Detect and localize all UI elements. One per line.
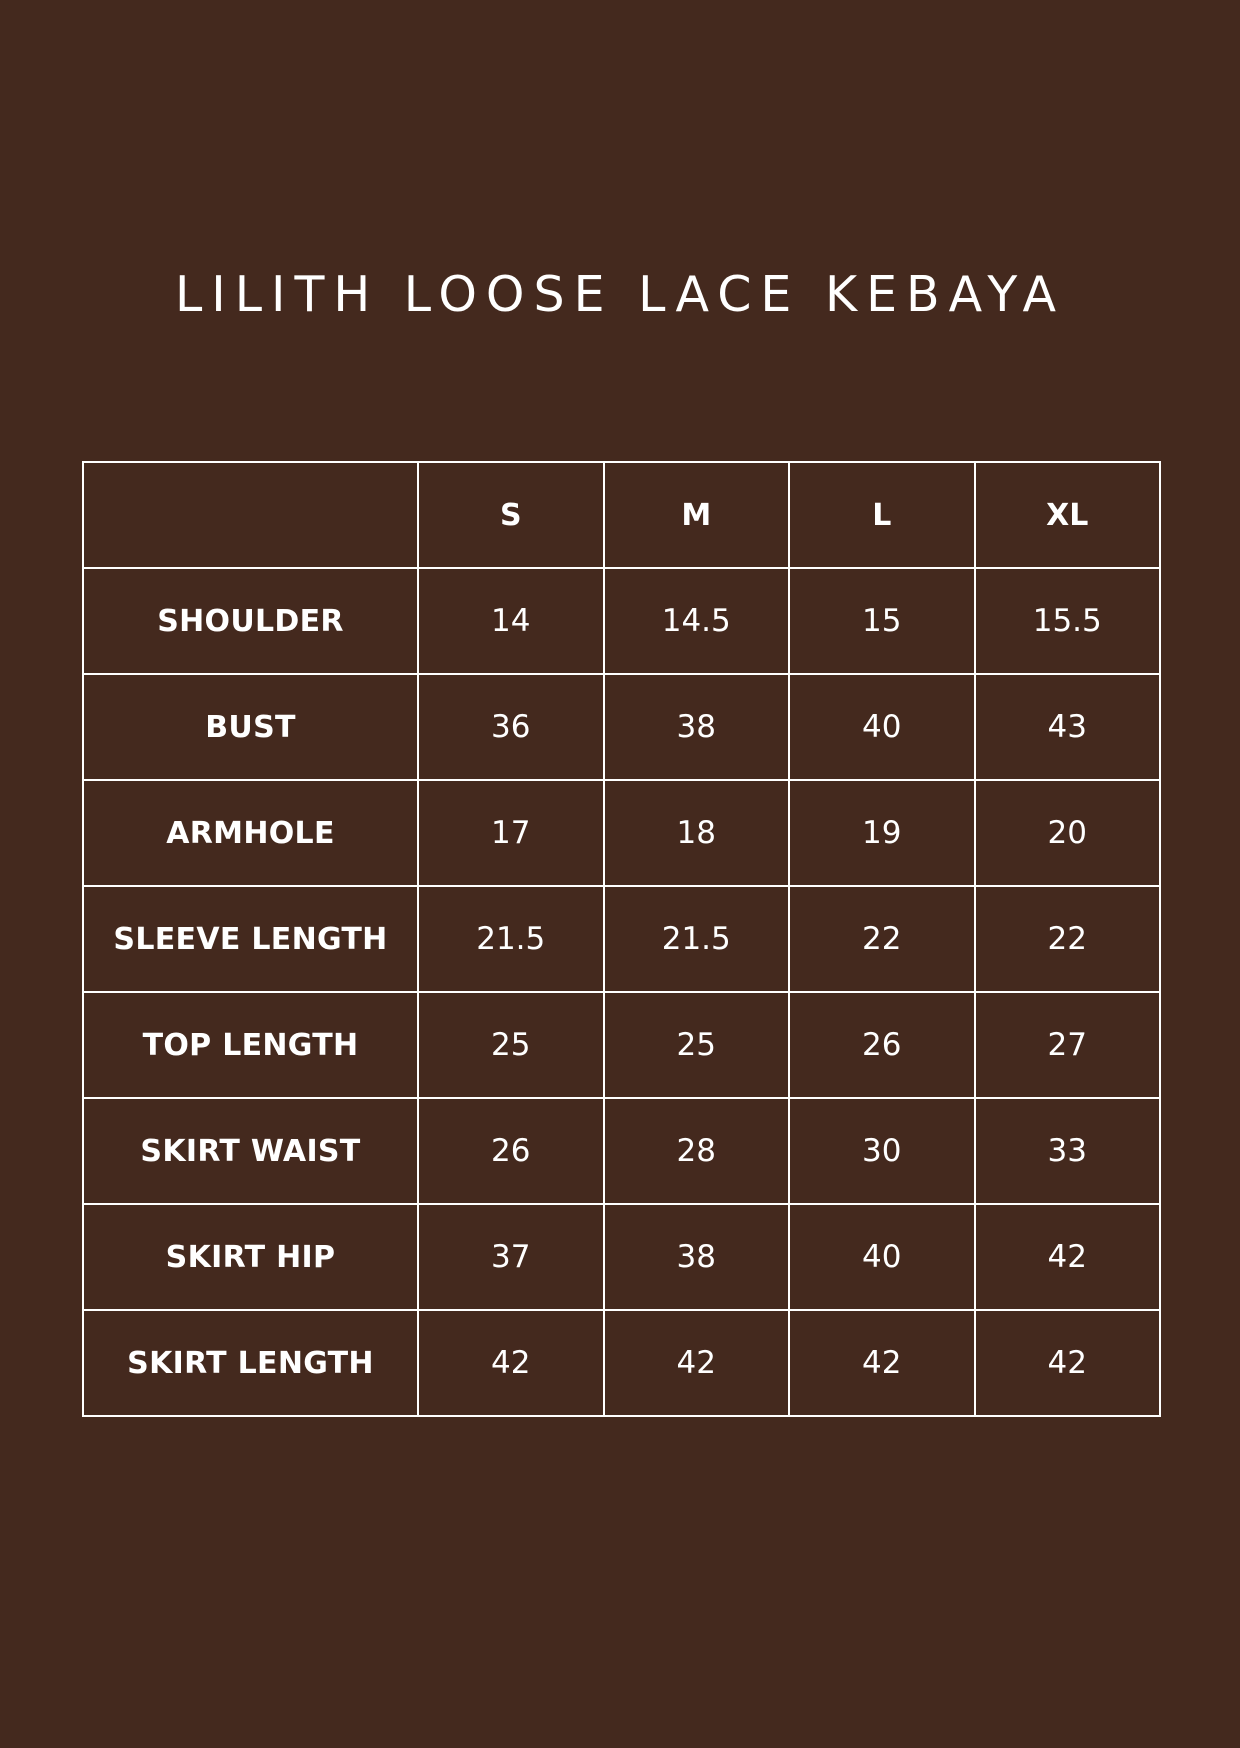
table-cell: 42	[975, 1204, 1161, 1310]
table-row	[83, 1204, 1160, 1310]
table-cell: 27	[975, 992, 1161, 1098]
row-label: SHOULDER	[83, 568, 418, 674]
table-row	[83, 992, 1160, 1098]
size-header-l: L	[789, 462, 975, 568]
table-cell: 14	[418, 568, 604, 674]
corner-cell	[83, 462, 418, 568]
row-label: ARMHOLE	[83, 780, 418, 886]
table-row	[83, 1310, 1160, 1416]
size-header-xl: XL	[975, 462, 1161, 568]
table-cell: 36	[418, 674, 604, 780]
table-row	[83, 886, 1160, 992]
table-cell: 37	[418, 1204, 604, 1310]
row-label: BUST	[83, 674, 418, 780]
table-cell: 42	[975, 1310, 1161, 1416]
table-row	[83, 1098, 1160, 1204]
page-title: LILITH LOOSE LACE KEBAYA	[174, 266, 1066, 323]
table-cell: 21.5	[604, 886, 790, 992]
table-cell: 22	[975, 886, 1161, 992]
row-label: SKIRT LENGTH	[83, 1310, 418, 1416]
table-cell: 26	[418, 1098, 604, 1204]
table-cell: 42	[789, 1310, 975, 1416]
table-cell: 25	[418, 992, 604, 1098]
table-cell: 40	[789, 674, 975, 780]
table-row	[83, 780, 1160, 886]
table-cell: 42	[604, 1310, 790, 1416]
table-row	[83, 674, 1160, 780]
table-header-row	[83, 462, 1160, 568]
table-cell: 30	[789, 1098, 975, 1204]
row-label: SKIRT HIP	[83, 1204, 418, 1310]
table-cell: 42	[418, 1310, 604, 1416]
table-cell: 14.5	[604, 568, 790, 674]
table-cell: 25	[604, 992, 790, 1098]
table-cell: 19	[789, 780, 975, 886]
table-cell: 38	[604, 674, 790, 780]
table-cell: 38	[604, 1204, 790, 1310]
table-cell: 28	[604, 1098, 790, 1204]
row-label: SKIRT WAIST	[83, 1098, 418, 1204]
table-cell: 17	[418, 780, 604, 886]
table-cell: 22	[789, 886, 975, 992]
row-label: TOP LENGTH	[83, 992, 418, 1098]
table-cell: 40	[789, 1204, 975, 1310]
row-label: SLEEVE LENGTH	[83, 886, 418, 992]
size-chart-table	[82, 461, 1161, 1417]
table-cell: 33	[975, 1098, 1161, 1204]
table-cell: 43	[975, 674, 1161, 780]
table-cell: 15	[789, 568, 975, 674]
table-cell: 15.5	[975, 568, 1161, 674]
table-cell: 21.5	[418, 886, 604, 992]
table-cell: 26	[789, 992, 975, 1098]
size-header-s: S	[418, 462, 604, 568]
table-cell: 20	[975, 780, 1161, 886]
size-header-m: M	[604, 462, 790, 568]
table-row	[83, 568, 1160, 674]
table-cell: 18	[604, 780, 790, 886]
